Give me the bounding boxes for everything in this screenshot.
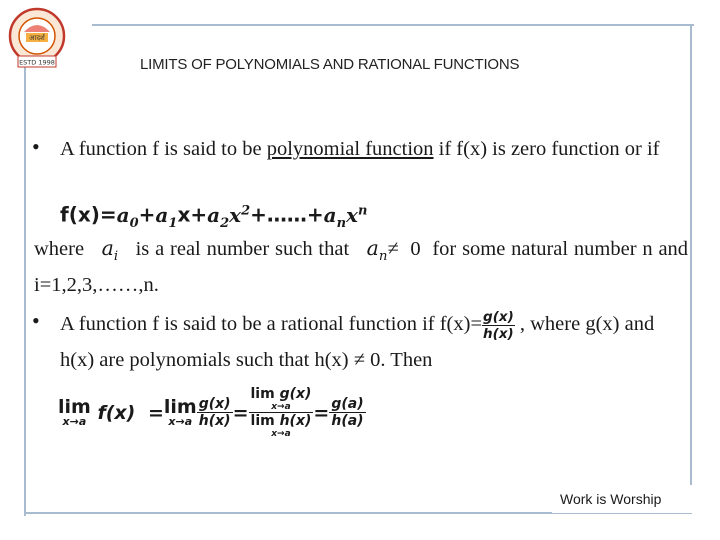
bullet-dot: • [32,134,40,159]
polynomial-formula: $f(x)=a_0+a_1x+a_2x^2+\dots\dots+a_nx^n$ [60,202,368,231]
frame-bottom-line [24,512,552,514]
polynomial-function-term: polynomial function [266,138,434,160]
rational-fraction: $\frac{g(x)}{h(x)}$ [483,308,514,342]
where-clause: where $a_i$ is a real number such that $a_n\ne 0$ for some natural number n and i=1,2,3,……,n. [34,236,689,297]
svg-text:आदर्श: आदर्श [29,34,45,42]
slide-title: LIMITS OF POLYNOMIALS AND RATIONAL FUNCTIONS [140,56,520,73]
rational-definition: A function f is said to be a rational function if f(x)= $\frac{g(x)}{h(x)}$ , where g(x) and h(x) are polynomials such that h(x) ≠ 0. Then [60,308,655,371]
limit-formula: lim x→a f(x) =lim x→a $\frac{g(x)}{h(x)}$ = lim g(x) x→a lim h(x) x→a = $\frac{g(a)}{h(a)}$ [58,386,364,439]
svg-text:ESTD 1998: ESTD 1998 [19,58,55,67]
college-logo [6,6,68,72]
footer-motto: Work is Worship [552,485,692,513]
bullet-dot: • [32,308,40,333]
polynomial-definition: A function f is said to be polynomial function if f(x) is zero function or if [60,138,660,160]
